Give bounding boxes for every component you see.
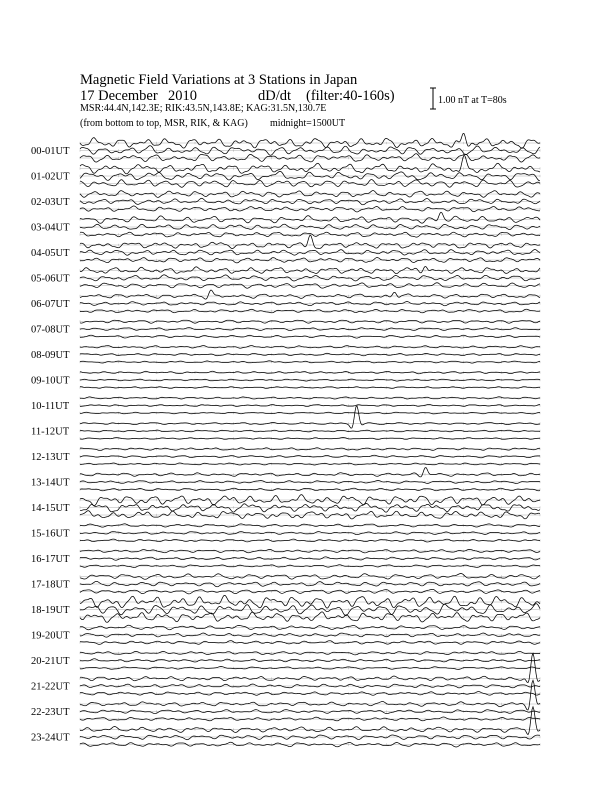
chart-title: Magnetic Field Variations at 3 Stations in Japan — [80, 72, 358, 88]
hour-label: 04-05UT — [31, 248, 70, 259]
hour-row — [31, 707, 540, 747]
hour-row — [31, 134, 540, 163]
hour-label: 03-04UT — [31, 222, 70, 234]
hour-label: 22-23UT — [31, 707, 70, 718]
hour-label: 14-15UT — [31, 503, 70, 514]
hour-label: 09-10UT — [31, 375, 70, 387]
scale-bar-label: 1.00 nT at T=80s — [438, 95, 507, 106]
hour-label: 23-24UT — [31, 732, 70, 744]
station-coordinates: MSR:44.4N,142.3E; RIK:43.5N,143.8E; KAG:31.5N,130.7E — [80, 103, 327, 114]
hour-row — [31, 625, 540, 644]
hour-row — [31, 495, 540, 519]
hour-row — [31, 191, 540, 213]
hour-row — [31, 653, 540, 695]
hour-label: 15-16UT — [31, 528, 70, 540]
hour-row — [31, 320, 540, 338]
chart-date: 17 December — [80, 88, 158, 104]
hour-label: 12-13UT — [31, 452, 70, 463]
trace-kag — [80, 235, 540, 248]
hour-label: 17-18UT — [31, 579, 70, 591]
hour-label: 16-17UT — [31, 554, 70, 565]
trace-kag — [80, 290, 540, 299]
trace-order-note: (from bottom to top, MSR, RIK, & KAG) — [80, 118, 248, 129]
chart-year: 2010 — [168, 88, 197, 104]
trace-kag — [80, 212, 540, 223]
hour-label: 20-21UT — [31, 656, 70, 667]
hour-label: 02-03UT — [31, 197, 70, 208]
trace-kag — [80, 680, 540, 710]
midnight-note: midnight=1500UT — [270, 118, 346, 129]
hour-row — [31, 524, 540, 542]
hour-row — [31, 549, 540, 567]
hour-row — [31, 448, 540, 465]
hour-label: 11-12UT — [31, 426, 70, 438]
hour-row — [31, 397, 540, 414]
trace-rik — [80, 735, 540, 740]
hour-row — [31, 651, 540, 669]
hour-row — [31, 406, 540, 440]
trace-rik — [80, 504, 540, 513]
hour-row — [31, 155, 540, 187]
hour-row — [31, 212, 540, 237]
hour-label: 01-02UT — [31, 171, 70, 183]
hour-label: 07-08UT — [31, 324, 70, 336]
hour-row — [31, 290, 540, 313]
hour-label: 06-07UT — [31, 299, 70, 310]
hour-row — [31, 574, 540, 594]
hour-row — [31, 595, 540, 622]
chart-filter: (filter:40-160s) — [306, 88, 395, 104]
hour-row — [31, 371, 540, 388]
hour-label: 19-20UT — [31, 630, 70, 642]
hour-label: 10-11UT — [31, 401, 70, 412]
hour-row — [31, 468, 540, 491]
hour-label: 00-01UT — [31, 146, 70, 157]
hour-label: 18-19UT — [31, 605, 70, 616]
hour-row — [31, 235, 540, 263]
hour-label: 05-06UT — [31, 273, 70, 285]
trace-kag — [80, 406, 540, 428]
hour-row — [31, 346, 540, 364]
hour-label: 08-09UT — [31, 350, 70, 361]
chart-component: dD/dt — [258, 88, 292, 104]
scale-bar-icon — [429, 87, 437, 110]
hour-label: 21-22UT — [31, 681, 70, 693]
hour-row — [31, 267, 540, 289]
hour-label: 13-14UT — [31, 477, 70, 489]
